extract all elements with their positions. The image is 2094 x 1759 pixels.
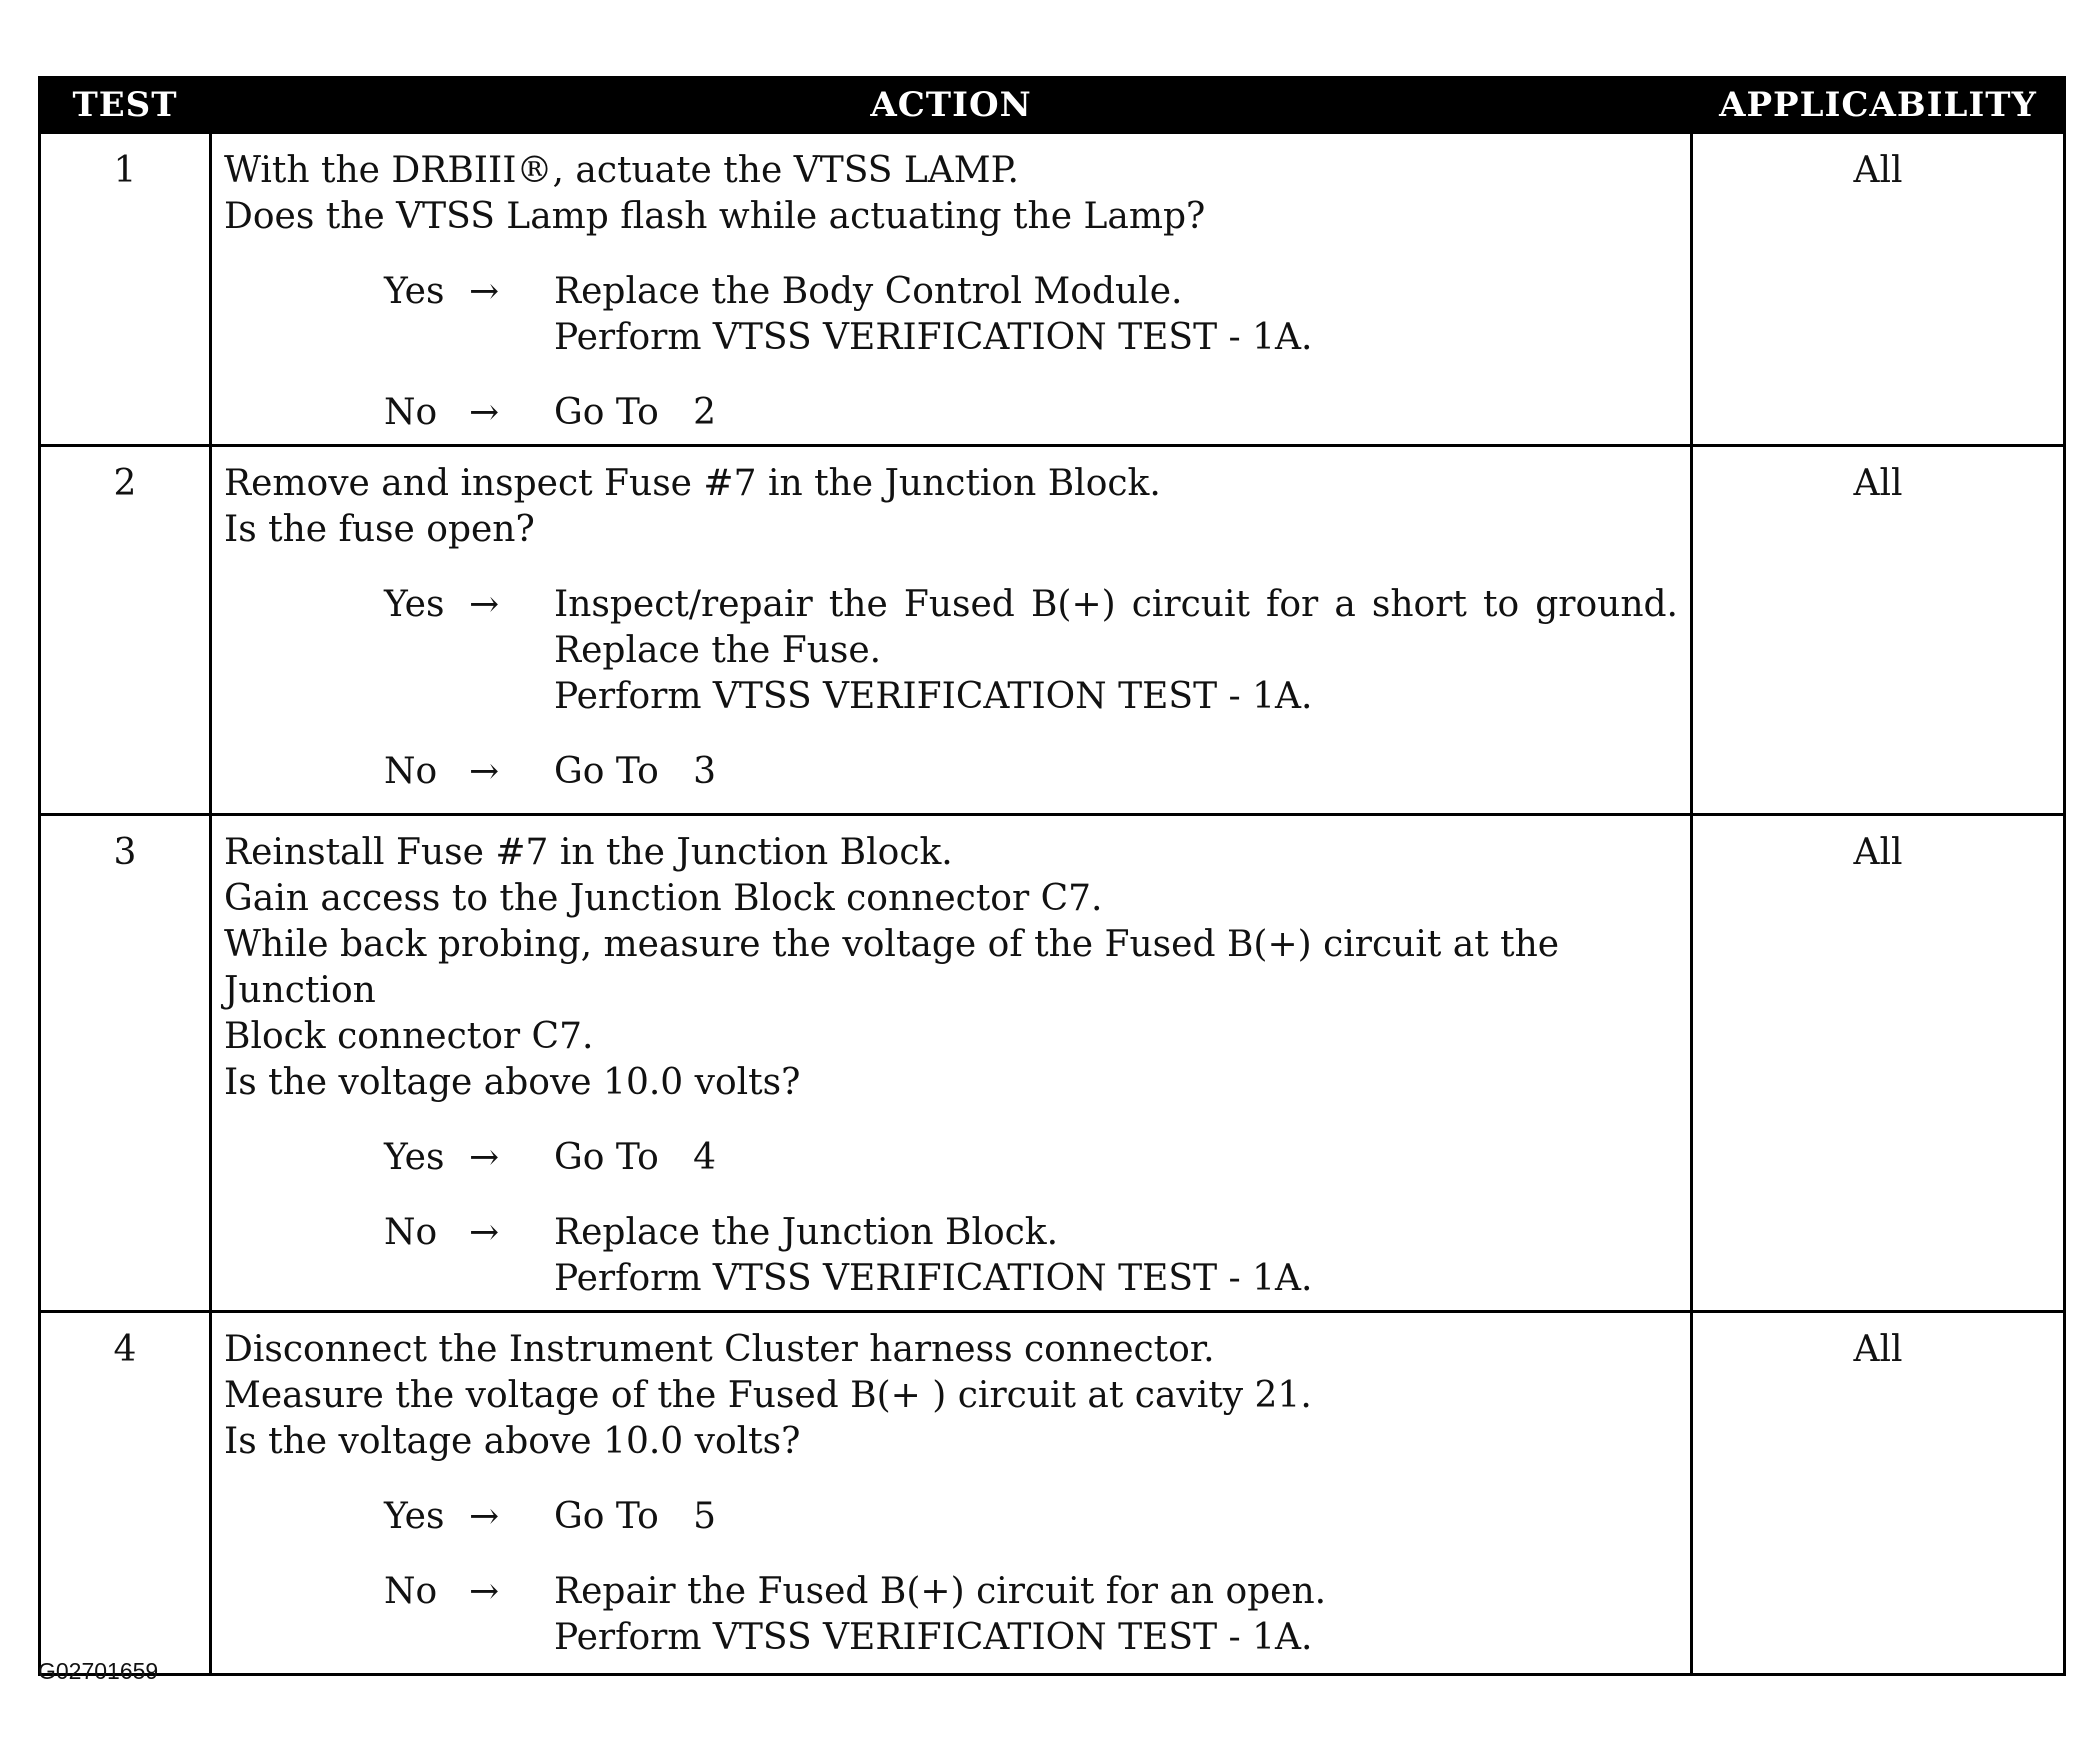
result-text: Go To 2 [554, 392, 716, 433]
yes-result [554, 269, 1678, 361]
no-outcome [384, 749, 1678, 795]
right-arrow-icon: → [469, 1571, 500, 1612]
right-arrow-icon: → [469, 584, 500, 625]
test-number: 3 [40, 815, 211, 1312]
step-text: Is the voltage above 10.0 volts? [224, 1421, 801, 1462]
yes-result [554, 1135, 1678, 1181]
applicability-value: All [1692, 1312, 2065, 1675]
action-cell [211, 446, 1692, 815]
yes-label: Yes [384, 584, 445, 625]
test-number: 2 [40, 446, 211, 815]
no-label: No [384, 751, 438, 792]
right-arrow-icon: → [469, 751, 500, 792]
yes-outcome [384, 582, 1678, 720]
yes-result [554, 1494, 1678, 1540]
result-text: Go To 4 [554, 1137, 716, 1178]
result-text: Perform VTSS VERIFICATION TEST - 1A. [554, 1258, 1313, 1299]
result-text: Perform VTSS VERIFICATION TEST - 1A. [554, 676, 1313, 717]
right-arrow-icon: → [469, 1212, 500, 1253]
yes-outcome [384, 269, 1678, 361]
step-text: While back probing, measure the voltage of the Fused B(+) circuit at the Junction [224, 924, 1560, 1011]
no-result [554, 1210, 1678, 1302]
result-text: Go To 3 [554, 751, 716, 792]
step-text: Is the voltage above 10.0 volts? [224, 1062, 801, 1103]
yes-label: Yes [384, 1137, 445, 1178]
step-text: Gain access to the Junction Block connector C7. [224, 878, 1103, 919]
action-cell [211, 133, 1692, 446]
step-text: Remove and inspect Fuse #7 in the Junction Block. [224, 463, 1161, 504]
step-text: With the DRBIII®, actuate the VTSS LAMP. [224, 150, 1019, 191]
result-text: Replace the Body Control Module. [554, 271, 1183, 312]
right-arrow-icon: → [469, 392, 500, 433]
no-label: No [384, 392, 438, 433]
right-arrow-icon: → [469, 271, 500, 312]
header-applicability: APPLICABILITY [1692, 78, 2065, 133]
result-text: Repair the Fused B(+) circuit for an open. [554, 1571, 1327, 1612]
table-row [40, 1312, 2065, 1675]
no-label: No [384, 1212, 438, 1253]
header-test: TEST [40, 78, 211, 133]
yes-outcome [384, 1135, 1678, 1181]
yes-result [554, 582, 1678, 720]
step-text: Measure the voltage of the Fused B(+ ) circuit at cavity 21. [224, 1375, 1312, 1416]
no-outcome [384, 390, 1678, 436]
no-result [554, 1569, 1678, 1661]
no-label: No [384, 1571, 438, 1612]
header-action: ACTION [211, 78, 1692, 133]
yes-label: Yes [384, 271, 445, 312]
table-row [40, 446, 2065, 815]
result-text: Replace the Fuse. [554, 630, 882, 671]
step-text: Disconnect the Instrument Cluster harness connector. [224, 1329, 1215, 1370]
step-text: Reinstall Fuse #7 in the Junction Block. [224, 832, 953, 873]
result-text: Go To 5 [554, 1496, 716, 1537]
step-text: Block connector C7. [224, 1016, 594, 1057]
applicability-value: All [1692, 815, 2065, 1312]
action-cell [211, 815, 1692, 1312]
result-text: Replace the Junction Block. [554, 1212, 1059, 1253]
no-result [554, 390, 1678, 436]
result-text: Inspect/repair the Fused B(+) circuit for a short to ground. [554, 584, 1678, 625]
right-arrow-icon: → [469, 1137, 500, 1178]
applicability-value: All [1692, 446, 2065, 815]
result-text: Perform VTSS VERIFICATION TEST - 1A. [554, 1617, 1313, 1658]
result-text: Perform VTSS VERIFICATION TEST - 1A. [554, 317, 1313, 358]
yes-label: Yes [384, 1496, 445, 1537]
figure-id: G02701659 [38, 1658, 159, 1684]
step-text: Does the VTSS Lamp flash while actuating the Lamp? [224, 196, 1206, 237]
no-outcome [384, 1569, 1678, 1661]
table-row [40, 133, 2065, 446]
no-outcome [384, 1210, 1678, 1302]
right-arrow-icon: → [469, 1496, 500, 1537]
no-result [554, 749, 1678, 795]
test-number: 1 [40, 133, 211, 446]
step-text: Is the fuse open? [224, 509, 535, 550]
diagnostic-test-table [38, 76, 2066, 1676]
table-row [40, 815, 2065, 1312]
test-number: 4 [40, 1312, 211, 1675]
table-header-row [40, 78, 2065, 133]
yes-outcome [384, 1494, 1678, 1540]
applicability-value: All [1692, 133, 2065, 446]
action-cell [211, 1312, 1692, 1675]
